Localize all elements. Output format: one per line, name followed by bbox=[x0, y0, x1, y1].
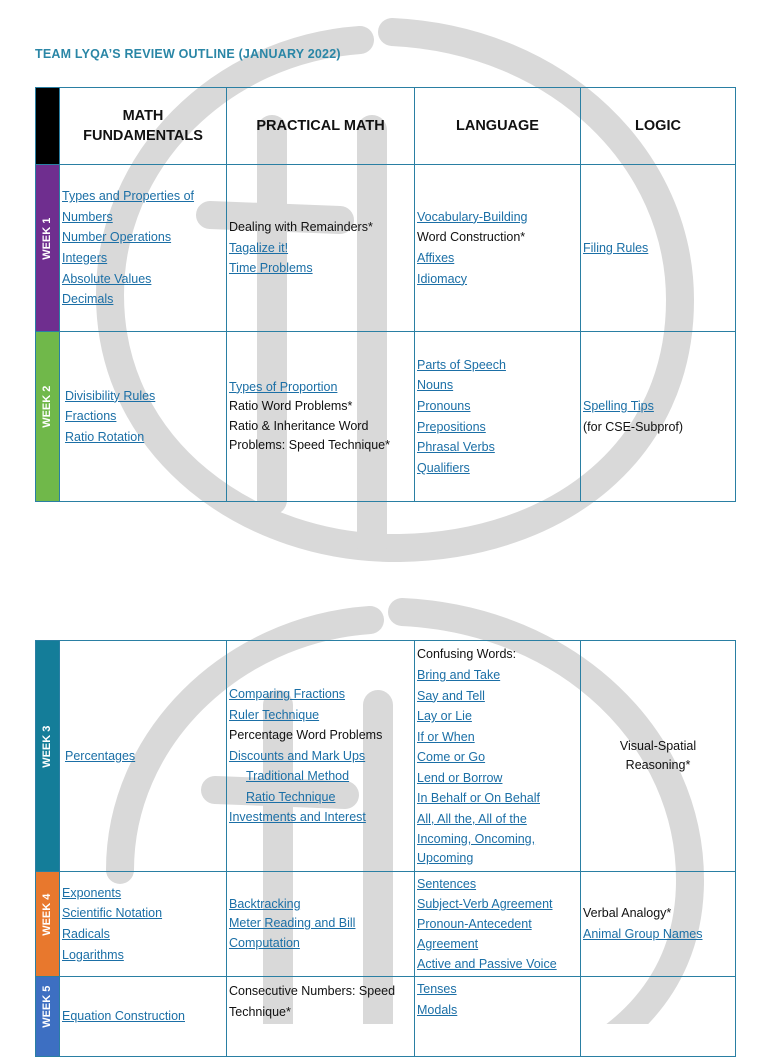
week-2-language-cell bbox=[415, 332, 581, 502]
week-1-label-cell bbox=[36, 165, 60, 332]
document-title: TEAM LYQA’S REVIEW OUTLINE (JANUARY 2022) bbox=[35, 47, 341, 61]
topic-text: Word Construction* bbox=[417, 230, 526, 245]
topic-link[interactable]: Integers bbox=[62, 251, 108, 265]
topic-link[interactable]: Lay or Lie bbox=[417, 709, 472, 724]
topic-link[interactable]: Animal Group Names bbox=[583, 927, 703, 941]
topic-text: Visual-Spatial Reasoning* bbox=[619, 739, 697, 772]
topic-link[interactable]: Vocabulary-Building bbox=[417, 209, 528, 224]
topic-link[interactable]: Sentences bbox=[417, 877, 477, 891]
topic-link[interactable]: Bring and Take bbox=[417, 667, 501, 682]
topic-link[interactable]: Divisibility Rules bbox=[65, 388, 156, 403]
week-2-math-cell bbox=[60, 332, 227, 502]
topic-text: Ratio & Inheritance Word Problems: Speed Technique* bbox=[229, 418, 390, 452]
week-4-logic-cell bbox=[581, 872, 736, 977]
topic-text: Verbal Analogy* bbox=[583, 906, 672, 921]
topic-link[interactable]: Decimals bbox=[62, 292, 114, 307]
header-math-fundamentals: MATH FUNDAMENTALS bbox=[60, 88, 227, 165]
week-3-label: WEEK 3 bbox=[41, 725, 54, 768]
topic-link[interactable]: Types of Proportion bbox=[229, 379, 338, 394]
topic-link[interactable]: Modals bbox=[417, 1002, 458, 1017]
topic-link[interactable]: Equation Construction bbox=[62, 1009, 185, 1024]
week-1-math-cell bbox=[60, 165, 227, 332]
week-5-label: WEEK 5 bbox=[41, 985, 54, 1028]
topic-link[interactable]: Backtracking bbox=[229, 896, 301, 911]
week-5-practical-cell bbox=[227, 977, 415, 1057]
week-3-practical-cell bbox=[227, 641, 415, 872]
header-language: LANGUAGE bbox=[415, 88, 581, 165]
topic-link[interactable]: Traditional Method bbox=[246, 769, 350, 784]
topic-link[interactable]: Meter Reading and Bill Computation bbox=[229, 916, 356, 950]
week-1-logic-cell bbox=[581, 165, 736, 332]
topic-link[interactable]: Tenses bbox=[417, 982, 457, 996]
topic-link[interactable]: Subject-Verb Agreement bbox=[417, 897, 553, 911]
topic-link[interactable]: Prepositions bbox=[417, 419, 486, 434]
week-5-language-cell bbox=[415, 977, 581, 1057]
topic-link[interactable]: Number Operations bbox=[62, 230, 172, 245]
week-4-language-cell bbox=[415, 872, 581, 977]
topic-link[interactable]: Ratio Rotation bbox=[65, 429, 145, 444]
topic-link[interactable]: Nouns bbox=[417, 378, 454, 393]
topic-link[interactable]: In Behalf or On Behalf bbox=[417, 791, 540, 806]
header-practical-math: PRACTICAL MATH bbox=[227, 88, 415, 165]
topic-link[interactable]: Exponents bbox=[62, 885, 122, 900]
topic-link[interactable]: Lend or Borrow bbox=[417, 770, 503, 785]
topic-link[interactable]: Tagalize it! bbox=[229, 240, 289, 255]
topic-link[interactable]: Logarithms bbox=[62, 947, 124, 962]
week-5-label-cell bbox=[36, 977, 60, 1057]
topic-link[interactable]: Pronoun-Antecedent Agreement bbox=[417, 917, 532, 951]
week-3-logic-cell bbox=[581, 641, 736, 872]
topic-link[interactable]: Come or Go bbox=[417, 750, 486, 765]
topic-link[interactable]: Ruler Technique bbox=[229, 707, 320, 722]
week-4-practical-cell bbox=[227, 872, 415, 977]
topic-link[interactable]: Qualifiers bbox=[417, 460, 470, 475]
topic-text: Dealing with Remainders* bbox=[229, 220, 373, 235]
topic-link[interactable]: Idiomacy bbox=[417, 271, 468, 286]
topic-link[interactable]: Incoming, Oncoming, Upcoming bbox=[417, 831, 536, 865]
topic-link[interactable]: Active and Passive Voice bbox=[417, 957, 557, 971]
topic-link[interactable]: Radicals bbox=[62, 927, 110, 941]
week-2-label: WEEK 2 bbox=[41, 385, 54, 428]
topic-link[interactable]: Pronouns bbox=[417, 398, 471, 413]
topic-text: Percentage Word Problems bbox=[229, 728, 383, 743]
week-1-language-cell bbox=[415, 165, 581, 332]
topic-link[interactable]: Comparing Fractions bbox=[229, 686, 346, 701]
topic-link[interactable]: Scientific Notation bbox=[62, 906, 163, 921]
topic-link[interactable]: Ratio Technique bbox=[246, 789, 336, 804]
topic-link[interactable]: Types and Properties of Numbers bbox=[62, 189, 195, 224]
topic-link[interactable]: Discounts and Mark Ups bbox=[229, 748, 366, 763]
week-2-practical-cell bbox=[227, 332, 415, 502]
week-2-label-cell bbox=[36, 332, 60, 502]
topic-link[interactable]: If or When bbox=[417, 729, 475, 744]
topic-link[interactable]: Affixes bbox=[417, 251, 455, 265]
topic-link[interactable]: Parts of Speech bbox=[417, 357, 506, 372]
topic-link[interactable]: Say and Tell bbox=[417, 688, 485, 703]
week-3-math-cell bbox=[60, 641, 227, 872]
week-5-math-cell bbox=[60, 977, 227, 1057]
week-3-language-cell bbox=[415, 641, 581, 872]
topic-link[interactable]: Percentages bbox=[65, 748, 136, 763]
review-outline-table-2 bbox=[35, 640, 736, 1057]
topic-text: Consecutive Numbers: Speed Technique* bbox=[229, 984, 396, 1019]
topic-link[interactable]: Phrasal Verbs bbox=[417, 440, 495, 455]
week-1-practical-cell bbox=[227, 165, 415, 332]
topic-text: Ratio Word Problems* bbox=[229, 399, 353, 413]
week-4-math-cell bbox=[60, 872, 227, 977]
topic-link[interactable]: All, All the, All of the bbox=[417, 812, 527, 827]
topic-link[interactable]: Investments and Interest bbox=[229, 810, 366, 825]
week-1-label: WEEK 1 bbox=[41, 217, 54, 260]
week-2-logic-cell bbox=[581, 332, 736, 502]
week-5-logic-cell bbox=[581, 977, 736, 1057]
week-3-label-cell bbox=[36, 641, 60, 872]
topic-link[interactable]: Spelling Tips bbox=[583, 398, 654, 413]
header-logic: LOGIC bbox=[581, 88, 736, 165]
topic-link[interactable]: Filing Rules bbox=[583, 240, 649, 255]
topic-link[interactable]: Fractions bbox=[65, 409, 117, 424]
topic-text: (for CSE-Subprof) bbox=[583, 419, 684, 434]
week-4-label-cell bbox=[36, 872, 60, 977]
header-bar bbox=[36, 88, 60, 165]
topic-link[interactable]: Absolute Values bbox=[62, 271, 152, 286]
topic-text: Confusing Words: bbox=[417, 647, 517, 662]
topic-link[interactable]: Time Problems bbox=[229, 261, 313, 276]
week-4-label: WEEK 4 bbox=[41, 893, 54, 936]
review-outline-table-1 bbox=[35, 87, 736, 502]
